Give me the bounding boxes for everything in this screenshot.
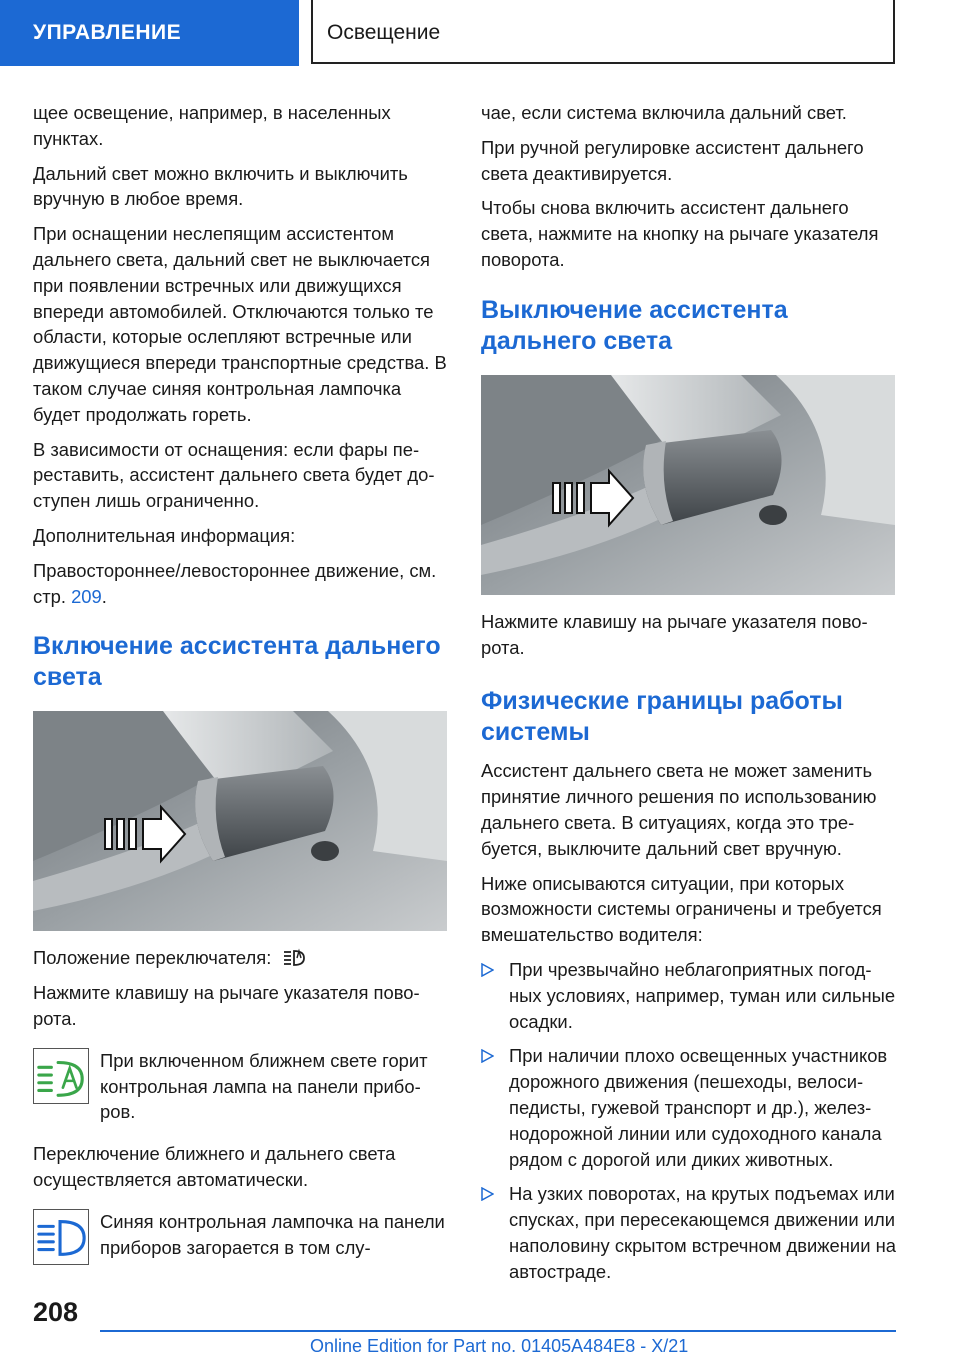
high-beam-assist-icon [282, 946, 308, 968]
page-number: 208 [33, 1297, 79, 1327]
edition-info: Online Edition for Part no. 01405A484E8 - X/21 [310, 1336, 689, 1356]
paragraph-end: . [101, 585, 107, 607]
low-beam-indicator-note [33, 1048, 449, 1125]
list-item-text: При чрезвычайно неблагоприятных погодных условиях, например, туман или сильные осадки. [509, 958, 896, 1032]
paragraph: Переключение ближнего и дальнего света осуществляется автоматически. [33, 1143, 396, 1190]
section-tab: УПРАВЛЕНИЕ [0, 0, 299, 66]
indicator-text: При включенном ближнем свете горит контрольная лампа на панели приборов. [100, 1049, 428, 1123]
paragraph: чае, если система включила дальний свет. [481, 102, 847, 123]
list-item-text: На узких поворотах, на крутых подъемах или спусках, при пересекающемся движении или наполовину скрытом встречном движении на автостраде. [509, 1183, 896, 1282]
footer-divider [100, 1330, 896, 1332]
paragraph-text: Правостороннее/левостороннее движение, см. стр. [33, 559, 437, 607]
paragraph: Дальний свет можно включить и выключить вручную в любое время. [33, 162, 408, 210]
chapter-tab: Освещение [311, 0, 895, 64]
high-beam-indicator-note [33, 1209, 449, 1265]
paragraph: Чтобы снова включить ассистент дальнего света, нажмите на кнопку на рычаге указателя поворота. [481, 197, 879, 270]
section-heading: Выключение ассистента дальнего света [481, 295, 788, 355]
turn-signal-lever-photo [33, 711, 447, 931]
list-item [481, 1043, 897, 1172]
section-heading: Включение ассистента дальнего света [33, 632, 441, 692]
triangle-bullet-icon [481, 1187, 494, 1201]
paragraph: щее освещение, например, в населенных пунктах. [33, 102, 391, 149]
switch-position-line [33, 945, 449, 971]
paragraph: Ниже описываются ситуации, при которых возможности системы ограничены и требуется вмешательство водителя: [481, 872, 882, 946]
list-item [481, 1181, 897, 1284]
triangle-bullet-icon [481, 1049, 494, 1063]
list-item [481, 957, 897, 1034]
paragraph: Дополнительная информация: [33, 524, 296, 546]
limitations-list [481, 957, 897, 1285]
triangle-bullet-icon [481, 963, 494, 977]
turn-signal-lever-photo [481, 375, 895, 595]
section-heading: Физические границы работы системы [481, 687, 843, 747]
paragraph: Нажмите клавишу на рычаге указателя поворота. [481, 610, 868, 658]
left-column [33, 100, 449, 1281]
paragraph: В зависимости от оснащения: если фары переставить, ассистент дальнего света будет доступен лишь ограниченно. [33, 438, 435, 512]
page-header [0, 0, 960, 66]
list-item-text: При наличии плохо освещенных участников дорожного движения (пешеходы, велосипедисты, гужевой транспорт и др.), железнодорожной линии или судоходного канала рядом с дорогой или диких животных. [509, 1045, 888, 1170]
page-link[interactable]: 209 [71, 585, 102, 607]
high-beam-blue-indicator-icon [33, 1209, 89, 1265]
paragraph: При ручной регулировке ассистент дальнего света деактивируется. [481, 136, 864, 184]
paragraph: Нажмите клавишу на рычаге указателя поворота. [33, 982, 420, 1029]
paragraph: При оснащении неслепящим ассистентом дальнего света, дальний свет не выключается при появлении встречных или движущихся впереди автомобилей. Отключаются только те области, которые ослепляют встречные или движущиеся впереди транспортные средства. В таком случае синяя контрольная лампочка будет продолжать гореть. [33, 223, 447, 425]
indicator-text: Синяя контрольная лампочка на панели приборов загорается в том слу- [100, 1210, 445, 1258]
high-beam-assist-green-indicator-icon [33, 1048, 89, 1104]
paragraph-cross-reference [33, 558, 449, 610]
paragraph-text: Положение переключателя: [33, 947, 272, 969]
paragraph: Ассистент дальнего света не может заменить принятие личного решения по использованию дальнего света. В ситуациях, когда это требуется, выключите дальний свет вручную. [481, 760, 877, 859]
right-column [481, 100, 897, 1294]
